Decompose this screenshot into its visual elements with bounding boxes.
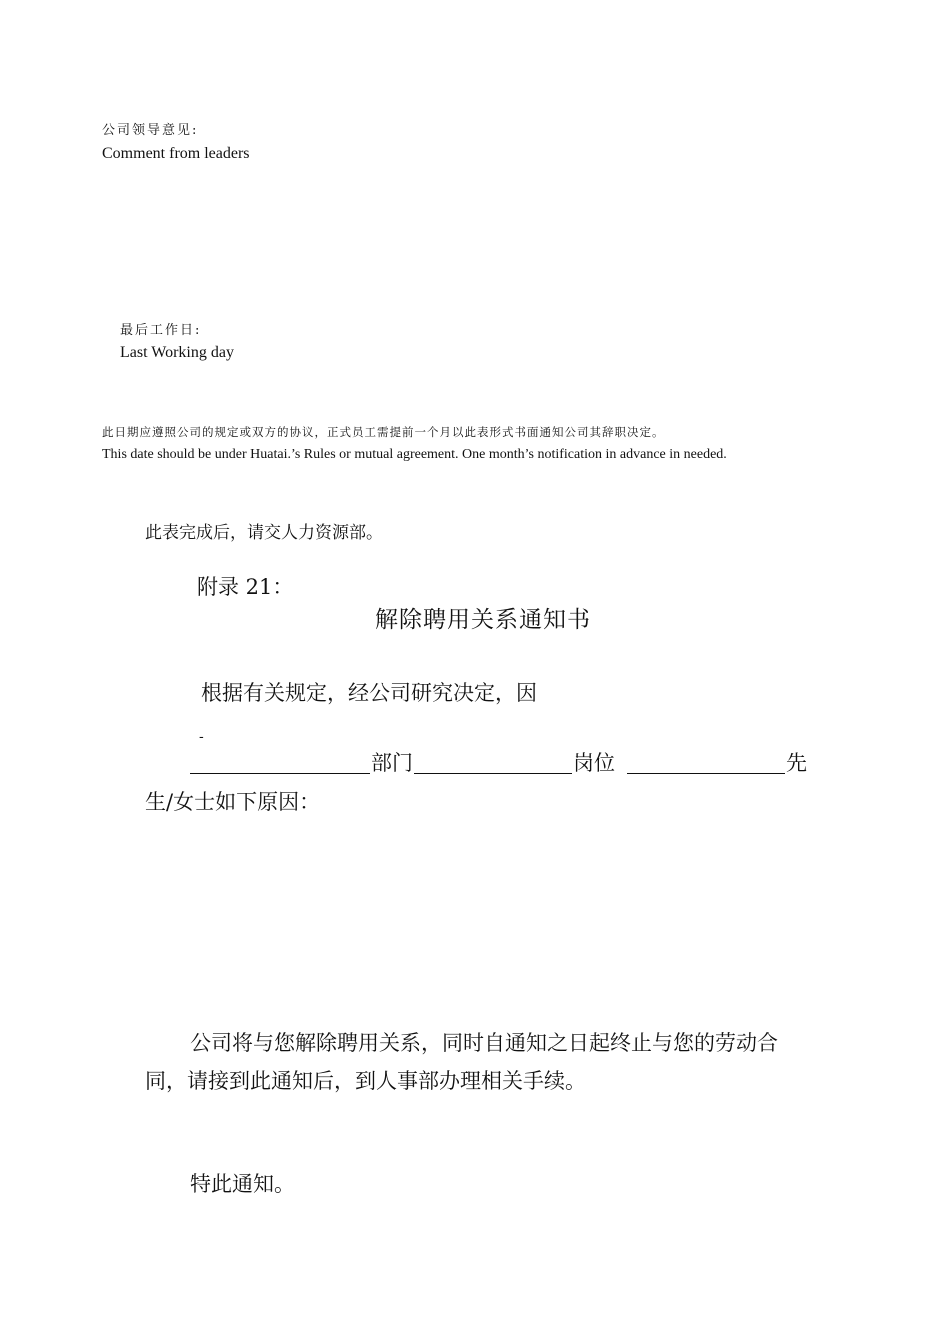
- sir-label: 先: [786, 751, 807, 775]
- closing-text: 特此通知。: [190, 1172, 295, 1196]
- body-line-2: 同，请接到此通知后，到人事部办理相关手续。: [145, 1069, 586, 1093]
- reason-line: 生/女士如下原因：: [145, 790, 321, 814]
- notice-rule-cn: 此日期应遵照公司的规定或双方的协议，正式员工需提前一个月以此表形式书面通知公司其辞职决定。: [102, 425, 665, 439]
- intro-text: 根据有关规定，经公司研究决定，因: [201, 681, 537, 705]
- position-label: 岗位: [573, 751, 615, 775]
- appendix-label: 附录 21：: [197, 575, 294, 599]
- submit-note: 此表完成后，请交人力资源部。: [145, 523, 383, 543]
- department-blank-line[interactable]: [414, 773, 572, 774]
- department-label: 部门: [371, 751, 413, 775]
- leaders-comment-label-cn: 公司领导意见:: [102, 123, 199, 138]
- position-blank-line[interactable]: [627, 773, 785, 774]
- body-line-1: 公司将与您解除聘用关系，同时自通知之日起终止与您的劳动合: [190, 1031, 778, 1055]
- name-blank-line[interactable]: [190, 773, 370, 774]
- notice-rule-en: This date should be under Huatai.’s Rules or mutual agreement. One month’s notification in advance in needed.: [102, 447, 727, 462]
- document-title: 解除聘用关系通知书: [375, 607, 591, 633]
- leaders-comment-label-en: Comment from leaders: [102, 145, 250, 162]
- last-working-day-label-en: Last Working day: [120, 344, 234, 361]
- dash-mark: -: [199, 729, 204, 745]
- last-working-day-label-cn: 最后工作日:: [120, 323, 202, 338]
